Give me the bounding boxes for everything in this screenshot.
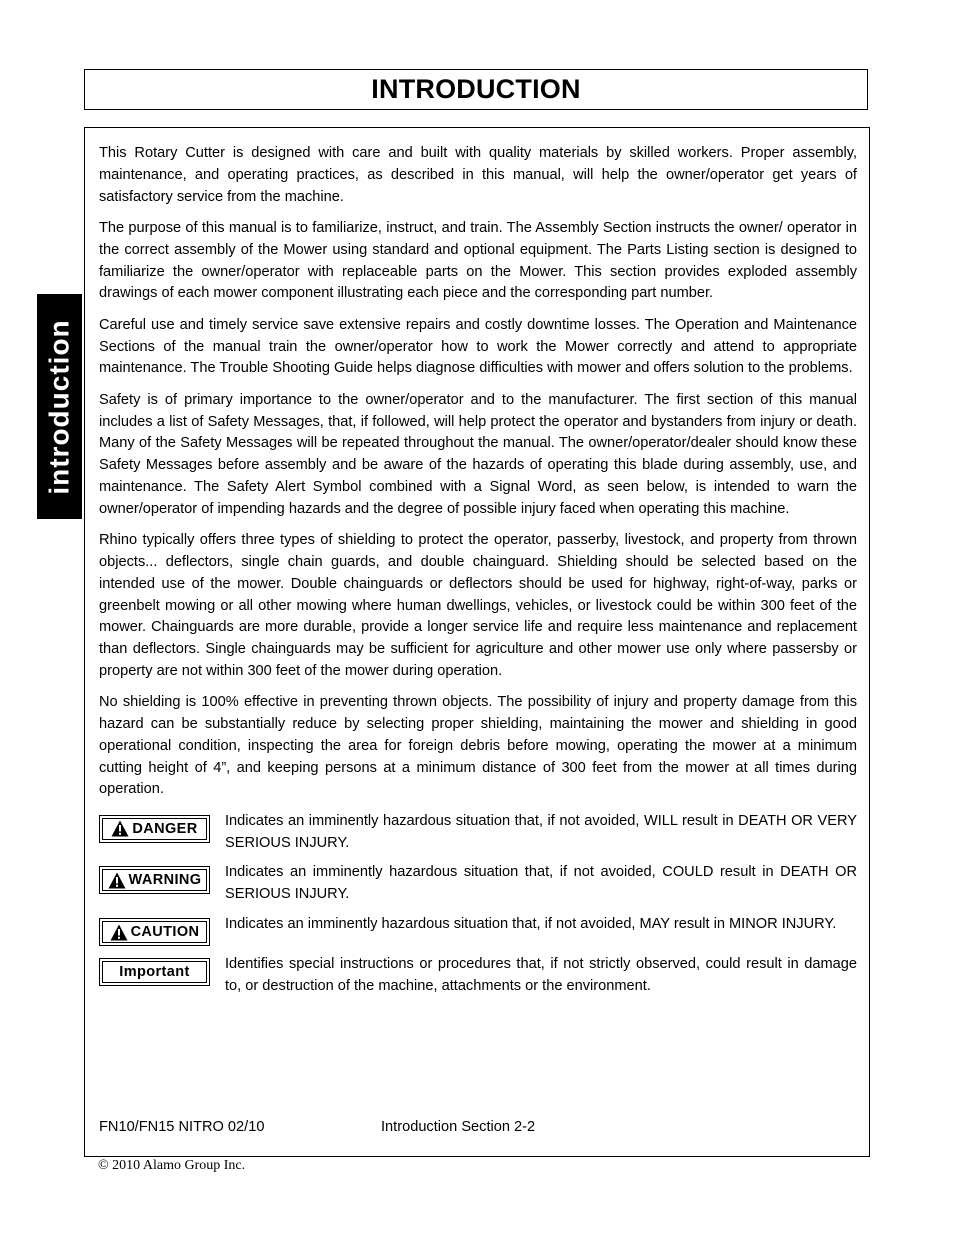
paragraph-shielding: Rhino typically offers three types of shielding to protect the operator, passerby, livestock, and property from thrown objects... deflectors, single chain guards, and double chainguard. Shielding should be selected based on the intended use of the mower. Double chainguards or deflectors should be used for highway, right-of-way, parks or greenbelt mowing or all other mowing where human dwellings, vehicles, or livestock could be within 300 feet of the mower. Chainguards are more durable, provide a longer service life and require less maintenance and replacement than deflectors. Single chainguards may be sufficient for agriculture and other mower use only where passersby or property are not within 300 feet of the mower during operation. — [99, 532, 857, 679]
page-title: INTRODUCTION — [371, 74, 581, 104]
copyright: © 2010 Alamo Group Inc. — [98, 1158, 246, 1173]
paragraph-service: Careful use and timely service save extensive repairs and costly downtime losses. The Operation and Maintenance Sections of the manual train the owner/operator how to work the Mower correctly and attend to appropriate maintenance. The Trouble Shooting Guide helps diagnose difficulties with mower and offers solution to the problems. — [99, 316, 857, 377]
danger-badge — [99, 815, 210, 843]
caution-description: Indicates an imminently hazardous situation that, if not avoided, MAY result in MINOR INJURY. — [225, 916, 837, 933]
paragraph-purpose: The purpose of this manual is to familiarize, instruct, and train. The Assembly Section instructs the owner/ operator in the correct assembly of the Mower using standard and optional equipment. The Parts Listing section is designed to familiarize the owner/operator with replaceable parts on the Mower. This section provides exploded assembly drawings of each mower component illustrating each piece and the corresponding part number. — [99, 219, 857, 302]
danger-label: DANGER — [132, 820, 198, 837]
signal-row-danger — [99, 811, 857, 855]
side-tab-label: introduction — [43, 318, 75, 495]
content-frame — [84, 127, 870, 1157]
warning-triangle-icon — [108, 872, 126, 889]
signal-row-warning — [99, 862, 857, 906]
section-header — [84, 69, 868, 110]
caution-label: CAUTION — [130, 924, 200, 941]
warning-triangle-icon — [111, 820, 129, 837]
caution-badge — [99, 918, 210, 946]
danger-description: Indicates an imminently hazardous situation that, if not avoided, WILL result in DEATH OR VERY SERIOUS INJURY. — [225, 812, 857, 851]
signal-row-caution — [99, 914, 857, 946]
paragraph-thrown-objects: No shielding is 100% effective in preventing thrown objects. The possibility of injury and property damage from this hazard can be substantially reduce by selecting proper shielding, maintaining the mower and shielding in good operational condition, inspecting the area for foreign debris before mowing, operating the mower at a minimum cutting height of 4”, and keeping persons at a minimum distance of 300 feet from the mower at all times during operation. — [99, 694, 857, 798]
important-label: Important — [119, 964, 190, 981]
paragraph-safety: Safety is of primary importance to the owner/operator and to the manufacturer. The first section of this manual includes a list of Safety Messages, that, if followed, will help protect the operator and bystanders from injury or death. Many of the Safety Messages will be repeated throughout the manual. The owner/operator/dealer should know these Safety Messages before assembly and be aware of the hazards of operating this blade during assembly, use, and maintenance. The Safety Alert Symbol combined with a Signal Word, as seen below, is intended to warn the owner/operator of impending hazards and the degree of possible injury faced when operating this machine. — [99, 391, 857, 517]
warning-label: WARNING — [128, 872, 202, 889]
content-body — [99, 143, 857, 1006]
footer-model: FN10/FN15 NITRO 02/10 — [99, 1119, 265, 1135]
side-tab — [37, 294, 82, 519]
signal-row-important — [99, 954, 857, 998]
important-description: Identifies special instructions or procedures that, if not strictly observed, could result in damage to, or destruction of the machine, attachments or the environment. — [225, 956, 857, 994]
warning-description: Indicates an imminently hazardous situation that, if not avoided, COULD result in DEATH OR SERIOUS INJURY. — [225, 864, 857, 903]
warning-badge — [99, 866, 210, 894]
warning-triangle-icon — [110, 924, 128, 941]
paragraph-intro: This Rotary Cutter is designed with care and built with quality materials by skilled workers. Proper assembly, maintenance, and operating practices, as described in this manual, will help the owner/operator get years of satisfactory service from the machine. — [99, 145, 857, 205]
important-badge — [99, 958, 210, 986]
footer-section: Introduction Section 2-2 — [381, 1119, 536, 1135]
